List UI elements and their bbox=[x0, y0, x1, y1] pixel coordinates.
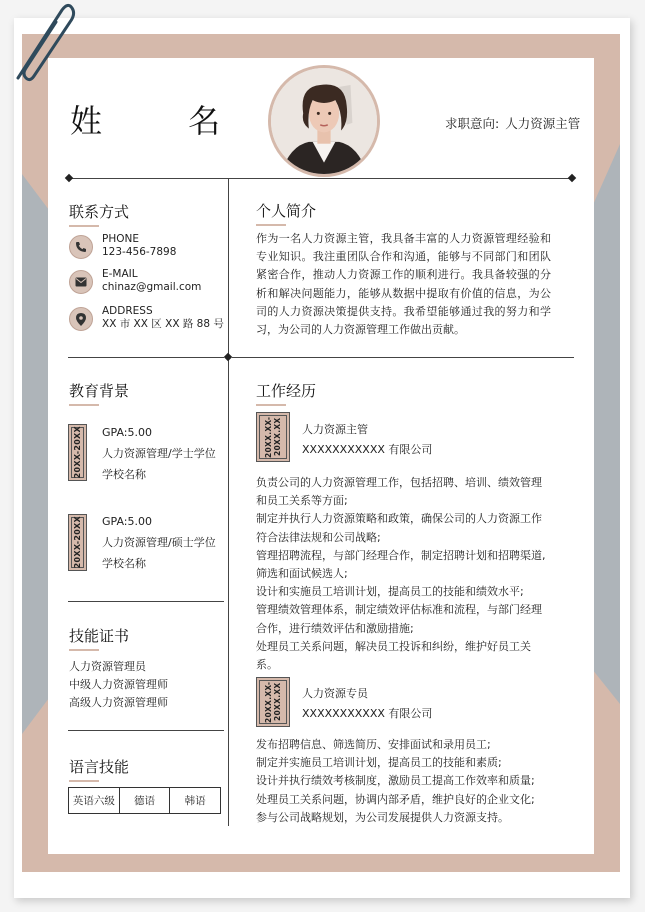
certificates-list bbox=[69, 658, 168, 712]
education-entry bbox=[102, 511, 216, 574]
job-duty: 设计和实施员工培训计划，提高员工的技能和绩效水平; bbox=[256, 585, 524, 599]
education-major: 人力资源管理/硕士学位 bbox=[102, 536, 216, 549]
language-item: 英语六级 bbox=[69, 788, 120, 813]
languages-table bbox=[68, 787, 221, 814]
education-date: 20XX-20XX bbox=[73, 516, 82, 569]
job-duty: 和员工关系等方面; bbox=[256, 494, 348, 508]
job-duty: 负责公司的人力资源管理工作，包括招聘、培训、绩效管理 bbox=[256, 476, 542, 489]
certificate-item: 人力资源管理员 bbox=[69, 660, 146, 673]
job-duties bbox=[256, 736, 551, 827]
portrait-illustration bbox=[271, 68, 377, 174]
address-label: ADDRESS bbox=[102, 305, 153, 317]
education-date: 20XX-20XX bbox=[73, 426, 82, 479]
job-duty: 设计并执行绩效考核制度，激励员工提高工作效率和质量; bbox=[256, 774, 535, 788]
address-value: XX 市 XX 区 XX 路 88 号 bbox=[102, 318, 224, 330]
job-header bbox=[302, 684, 432, 724]
location-pin-icon bbox=[69, 307, 93, 331]
job-duty: 合作，进行绩效评估和激励措施; bbox=[256, 621, 414, 635]
job-duty: 筛选和面试候选人; bbox=[256, 567, 348, 581]
left-section-divider bbox=[68, 730, 224, 731]
job-company: XXXXXXXXXXX 有限公司 bbox=[302, 707, 433, 720]
profile-photo bbox=[268, 65, 380, 177]
phone-icon bbox=[69, 235, 93, 259]
education-date-tag bbox=[68, 424, 87, 481]
job-duty: 处理员工关系问题，解决员工投诉和纠纷，维护好员工关系。 bbox=[256, 639, 531, 672]
job-date: 20XX.XX-20XX.XX bbox=[264, 416, 282, 458]
left-section-divider bbox=[68, 357, 224, 358]
right-section-divider bbox=[232, 357, 574, 358]
job-duty: 管理绩效管理体系，制定绩效评估标准和流程，与部门经理 bbox=[256, 603, 542, 617]
email-icon bbox=[69, 270, 93, 294]
phone-value: 123-456-7898 bbox=[102, 246, 177, 258]
education-school: 学校名称 bbox=[102, 557, 146, 570]
job-date: 20XX.XX-20XX.XX bbox=[264, 681, 282, 723]
job-position: 人力资源主管 bbox=[302, 423, 368, 436]
education-gpa: GPA:5.00 bbox=[102, 426, 152, 439]
left-section-divider bbox=[68, 601, 224, 602]
phone-label: PHONE bbox=[102, 233, 139, 245]
profile-title: 个人简介 bbox=[256, 202, 317, 220]
language-item: 德语 bbox=[120, 788, 171, 813]
job-duty: 制定并实施员工培训计划，提高员工的技能和素质; bbox=[256, 756, 502, 770]
job-position: 人力资源专员 bbox=[302, 687, 368, 700]
job-duty: 参与公司战略规划，为公司发展提供人力资源支持。 bbox=[256, 810, 509, 824]
job-intent-label: 求职意向: bbox=[445, 116, 500, 131]
job-intent bbox=[443, 114, 580, 132]
profile-text: 作为一名人力资源主管，我具备丰富的人力资源管理经验和专业知识。我注重团队合作和沟通，能够与不同部门和团队紧密合作，推动人力资源工作的顺利进行。我具备较强的分析和解决问题能力，能够从数据中提取有价值的信息，为公司的人力资源决策提供支持。我希望能够通过我的努力和学习，为公司的人力资源管理工作做出贡献。 bbox=[256, 232, 551, 337]
candidate-name: 姓 名 bbox=[70, 102, 259, 140]
column-divider bbox=[228, 178, 229, 826]
contact-title: 联系方式 bbox=[69, 203, 130, 221]
education-gpa: GPA:5.00 bbox=[102, 515, 152, 528]
education-title: 教育背景 bbox=[69, 382, 130, 400]
email-value: chinaz@gmail.com bbox=[102, 281, 202, 293]
paperclip-icon bbox=[6, 0, 76, 90]
education-entry bbox=[102, 422, 216, 485]
education-date-tag bbox=[68, 514, 87, 571]
job-intent-value: 人力资源主管 bbox=[505, 116, 581, 131]
job-duty: 发布招聘信息、筛选简历、安排面试和录用员工; bbox=[256, 738, 491, 751]
job-date-tag bbox=[256, 677, 290, 727]
education-school: 学校名称 bbox=[102, 468, 146, 481]
job-duties bbox=[256, 474, 551, 674]
job-duty: 管理招聘流程，与部门经理合作，制定招聘计划和招聘渠道, bbox=[256, 548, 546, 562]
certificate-item: 中级人力资源管理师 bbox=[69, 678, 168, 691]
languages-title: 语言技能 bbox=[69, 758, 130, 776]
contact-address bbox=[69, 305, 224, 331]
job-duty: 处理员工关系问题，协调内部矛盾，维护良好的企业文化; bbox=[256, 792, 535, 806]
job-duty: 制定并执行人力资源策略和政策，确保公司的人力资源工作 bbox=[256, 512, 542, 526]
contact-phone bbox=[69, 233, 176, 259]
certificate-item: 高级人力资源管理师 bbox=[69, 696, 168, 709]
job-duty: 符合法律法规和公司战略; bbox=[256, 530, 381, 544]
language-item: 韩语 bbox=[184, 795, 206, 807]
email-label: E-MAIL bbox=[102, 268, 138, 280]
job-company: XXXXXXXXXXX 有限公司 bbox=[302, 443, 433, 456]
job-date-tag bbox=[256, 412, 290, 462]
header-divider bbox=[68, 178, 572, 179]
contact-email bbox=[69, 268, 201, 294]
education-major: 人力资源管理/学士学位 bbox=[102, 447, 216, 460]
experience-title: 工作经历 bbox=[256, 382, 317, 400]
certificates-title: 技能证书 bbox=[69, 627, 130, 645]
job-header bbox=[302, 420, 432, 460]
